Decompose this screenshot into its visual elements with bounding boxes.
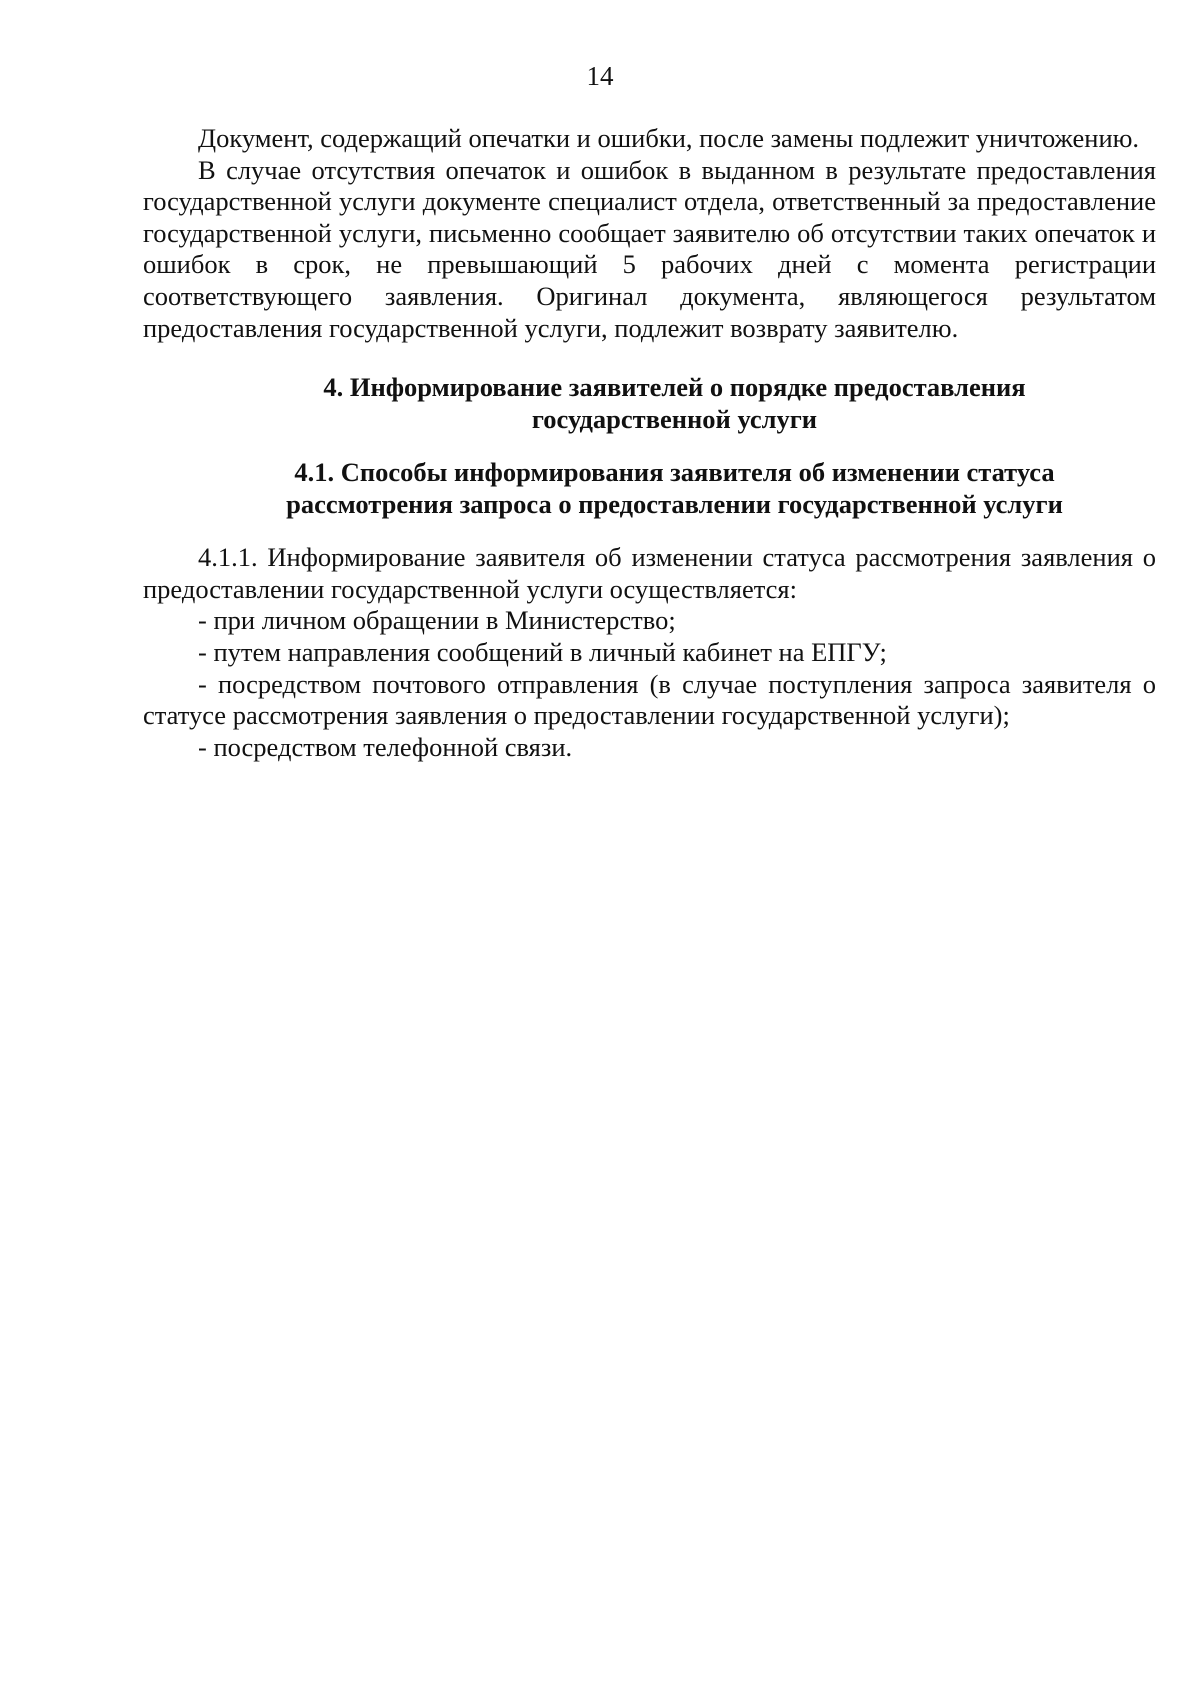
document-body bbox=[143, 123, 1156, 763]
list-item: - посредством почтового отправления (в случае поступления запроса заявителя о статусе рассмотрения заявления о предоставлении государственной услуги); bbox=[143, 668, 1156, 731]
paragraph-no-typos-case: В случае отсутствия опечаток и ошибок в выданном в результате предоставления государственной услуги документе специалист отдела, ответственный за предоставление государственной услуги, письменно сообщает заявителю об отсутствии таких опечаток и ошибок в срок, не превышающий 5 рабочих дней с момента регистрации соответствующего заявления. Оригинал документа, являющегося результатом предоставления государственной услуги, подлежит возврату заявителю. bbox=[143, 154, 1156, 343]
list-item: - путем направления сообщений в личный кабинет на ЕПГУ; bbox=[198, 636, 887, 667]
paragraph-4-1-1: 4.1.1. Информирование заявителя об изменении статуса рассмотрения заявления о предоставлении государственной услуги осуществляется: bbox=[143, 542, 1156, 604]
section-4-heading bbox=[143, 371, 1156, 435]
section-4-heading-line-2: государственной услуги bbox=[531, 404, 818, 435]
list-item: - при личном обращении в Министерство; bbox=[198, 605, 676, 636]
section-4-1-heading-line-2: рассмотрения запроса о предоставлении государственной услуги bbox=[286, 489, 1063, 520]
paragraph-typos-document: Документ, содержащий опечатки и ошибки, после замены подлежит уничтожению. bbox=[198, 123, 1140, 153]
list-item: - посредством телефонной связи. bbox=[198, 731, 573, 762]
section-4-1-heading-line-1: 4.1. Способы информирования заявителя об изменении статуса bbox=[294, 457, 1055, 488]
section-4-heading-line-1: 4. Информирование заявителей о порядке предоставления bbox=[323, 372, 1026, 403]
section-4-1-heading bbox=[143, 456, 1156, 520]
page-number: 14 bbox=[586, 61, 614, 91]
